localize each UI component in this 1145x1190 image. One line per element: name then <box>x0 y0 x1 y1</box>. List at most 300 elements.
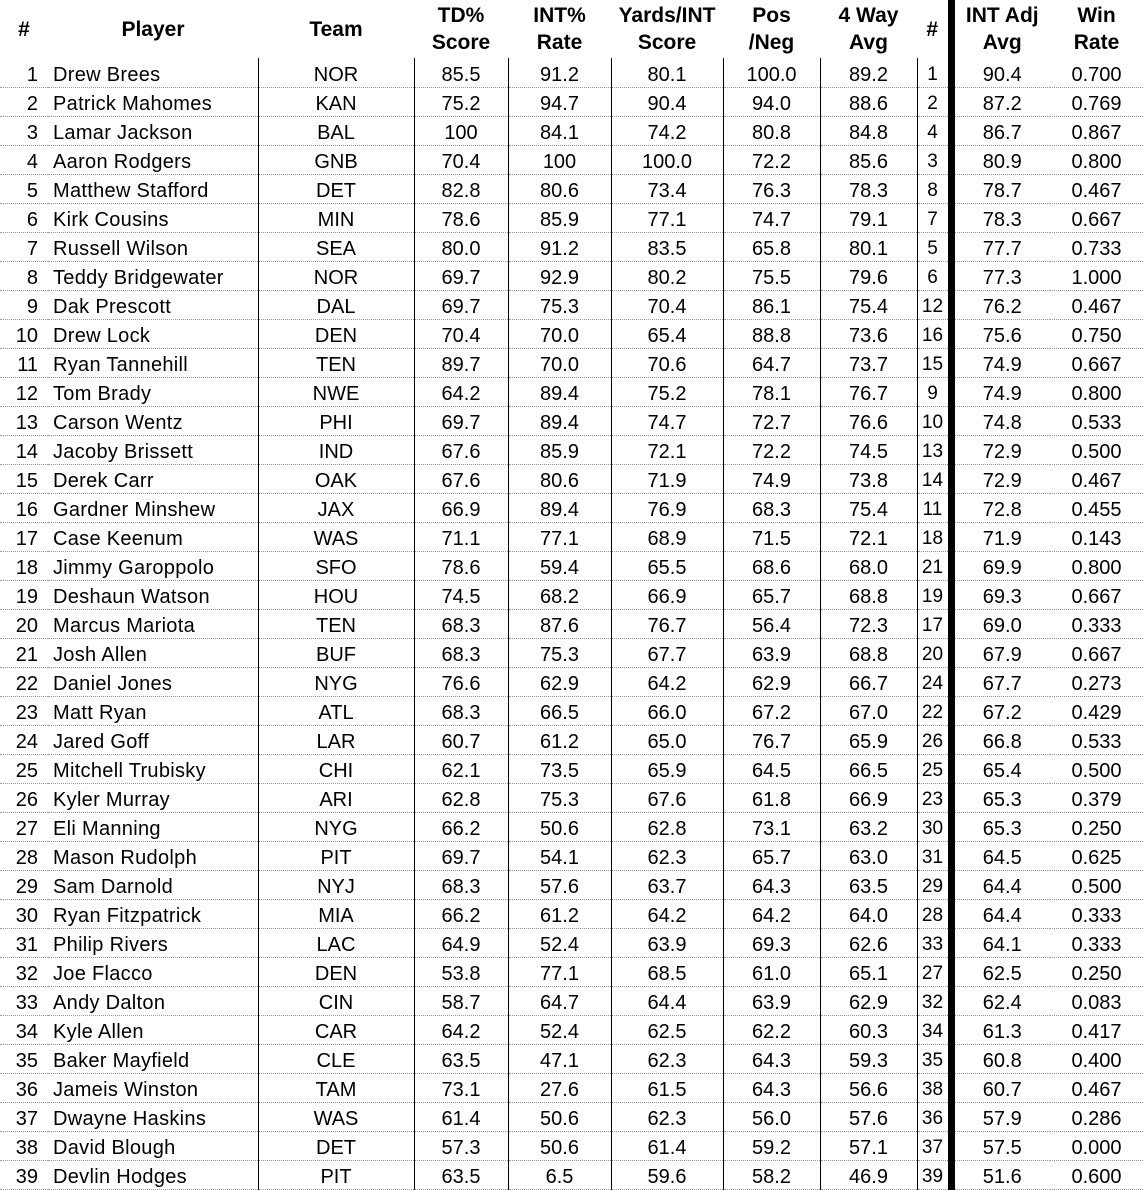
cell-player: Philip Rivers <box>48 928 258 957</box>
cell-rank: 18 <box>0 551 48 580</box>
cell-win-rate: 0.467 <box>1050 290 1143 319</box>
cell-yards-int-score: 62.3 <box>611 1102 723 1131</box>
cell-4way-avg: 66.9 <box>820 783 917 812</box>
table-row <box>0 1015 1143 1044</box>
table-row <box>0 725 1143 754</box>
header-rank-2: # <box>917 0 951 58</box>
cell-pos-neg: 76.3 <box>723 174 820 203</box>
cell-int-rate: 87.6 <box>508 609 611 638</box>
table-row <box>0 435 1143 464</box>
cell-rank-2: 6 <box>917 261 951 290</box>
cell-4way-avg: 84.8 <box>820 116 917 145</box>
cell-4way-avg: 74.5 <box>820 435 917 464</box>
cell-team: SFO <box>258 551 414 580</box>
cell-4way-avg: 65.1 <box>820 957 917 986</box>
cell-pos-neg: 74.9 <box>723 464 820 493</box>
cell-rank: 12 <box>0 377 48 406</box>
cell-4way-avg: 72.3 <box>820 609 917 638</box>
cell-team: NWE <box>258 377 414 406</box>
cell-pos-neg: 64.5 <box>723 754 820 783</box>
cell-rank: 15 <box>0 464 48 493</box>
cell-int-adj-avg: 74.8 <box>951 406 1050 435</box>
cell-4way-avg: 89.2 <box>820 58 917 87</box>
cell-rank-2: 34 <box>917 1015 951 1044</box>
cell-int-rate: 50.6 <box>508 812 611 841</box>
cell-rank: 17 <box>0 522 48 551</box>
cell-player: David Blough <box>48 1131 258 1160</box>
cell-int-adj-avg: 72.9 <box>951 435 1050 464</box>
cell-int-adj-avg: 64.5 <box>951 841 1050 870</box>
cell-int-rate: 75.3 <box>508 783 611 812</box>
cell-rank: 14 <box>0 435 48 464</box>
cell-win-rate: 0.500 <box>1050 754 1143 783</box>
table-row <box>0 841 1143 870</box>
cell-4way-avg: 59.3 <box>820 1044 917 1073</box>
table-row <box>0 174 1143 203</box>
cell-int-rate: 62.9 <box>508 667 611 696</box>
cell-int-rate: 57.6 <box>508 870 611 899</box>
cell-player: Ryan Tannehill <box>48 348 258 377</box>
cell-yards-int-score: 65.4 <box>611 319 723 348</box>
table-row <box>0 377 1143 406</box>
cell-team: MIA <box>258 899 414 928</box>
cell-player: Drew Brees <box>48 58 258 87</box>
table-row <box>0 1131 1143 1160</box>
cell-4way-avg: 60.3 <box>820 1015 917 1044</box>
cell-4way-avg: 68.8 <box>820 580 917 609</box>
cell-td-score: 68.3 <box>414 696 508 725</box>
cell-player: Patrick Mahomes <box>48 87 258 116</box>
cell-rank: 3 <box>0 116 48 145</box>
cell-win-rate: 0.333 <box>1050 899 1143 928</box>
cell-win-rate: 0.800 <box>1050 145 1143 174</box>
cell-rank: 37 <box>0 1102 48 1131</box>
cell-td-score: 80.0 <box>414 232 508 261</box>
cell-player: Derek Carr <box>48 464 258 493</box>
cell-rank-2: 38 <box>917 1073 951 1102</box>
cell-rank-2: 1 <box>917 58 951 87</box>
cell-rank-2: 14 <box>917 464 951 493</box>
header-win-rate: Win Rate <box>1073 4 1120 54</box>
cell-yards-int-score: 76.9 <box>611 493 723 522</box>
cell-player: Gardner Minshew <box>48 493 258 522</box>
cell-team: CLE <box>258 1044 414 1073</box>
cell-4way-avg: 75.4 <box>820 493 917 522</box>
cell-rank-2: 19 <box>917 580 951 609</box>
cell-win-rate: 0.750 <box>1050 319 1143 348</box>
cell-int-rate: 54.1 <box>508 841 611 870</box>
cell-int-rate: 64.7 <box>508 986 611 1015</box>
cell-td-score: 53.8 <box>414 957 508 986</box>
cell-win-rate: 0.417 <box>1050 1015 1143 1044</box>
cell-win-rate: 0.250 <box>1050 812 1143 841</box>
cell-rank: 19 <box>0 580 48 609</box>
cell-int-rate: 47.1 <box>508 1044 611 1073</box>
cell-td-score: 69.7 <box>414 841 508 870</box>
cell-int-adj-avg: 61.3 <box>951 1015 1050 1044</box>
table-row <box>0 203 1143 232</box>
cell-pos-neg: 62.9 <box>723 667 820 696</box>
cell-yards-int-score: 73.4 <box>611 174 723 203</box>
cell-rank-2: 5 <box>917 232 951 261</box>
cell-int-adj-avg: 78.3 <box>951 203 1050 232</box>
table-row <box>0 783 1143 812</box>
cell-rank: 9 <box>0 290 48 319</box>
cell-4way-avg: 78.3 <box>820 174 917 203</box>
cell-yards-int-score: 74.2 <box>611 116 723 145</box>
cell-pos-neg: 65.8 <box>723 232 820 261</box>
cell-rank-2: 13 <box>917 435 951 464</box>
cell-int-rate: 50.6 <box>508 1102 611 1131</box>
cell-team: BUF <box>258 638 414 667</box>
cell-pos-neg: 64.2 <box>723 899 820 928</box>
cell-int-adj-avg: 74.9 <box>951 377 1050 406</box>
cell-rank: 4 <box>0 145 48 174</box>
cell-rank-2: 39 <box>917 1160 951 1189</box>
cell-yards-int-score: 67.7 <box>611 638 723 667</box>
cell-rank: 33 <box>0 986 48 1015</box>
cell-int-rate: 61.2 <box>508 899 611 928</box>
cell-int-rate: 61.2 <box>508 725 611 754</box>
cell-rank: 35 <box>0 1044 48 1073</box>
cell-rank: 25 <box>0 754 48 783</box>
cell-win-rate: 0.455 <box>1050 493 1143 522</box>
cell-win-rate: 0.800 <box>1050 551 1143 580</box>
cell-yards-int-score: 80.2 <box>611 261 723 290</box>
cell-win-rate: 0.625 <box>1050 841 1143 870</box>
cell-yards-int-score: 71.9 <box>611 464 723 493</box>
cell-rank: 22 <box>0 667 48 696</box>
cell-int-rate: 92.9 <box>508 261 611 290</box>
cell-team: GNB <box>258 145 414 174</box>
table-row <box>0 986 1143 1015</box>
cell-td-score: 66.2 <box>414 899 508 928</box>
cell-yards-int-score: 70.6 <box>611 348 723 377</box>
cell-yards-int-score: 62.3 <box>611 1044 723 1073</box>
cell-td-score: 68.3 <box>414 638 508 667</box>
table-row <box>0 290 1143 319</box>
cell-4way-avg: 68.8 <box>820 638 917 667</box>
cell-team: DAL <box>258 290 414 319</box>
header-td-score: TD% Score <box>431 4 491 54</box>
cell-int-rate: 94.7 <box>508 87 611 116</box>
cell-rank: 27 <box>0 812 48 841</box>
table-row <box>0 754 1143 783</box>
cell-td-score: 78.6 <box>414 203 508 232</box>
cell-rank-2: 33 <box>917 928 951 957</box>
cell-win-rate: 0.143 <box>1050 522 1143 551</box>
cell-int-adj-avg: 71.9 <box>951 522 1050 551</box>
cell-int-rate: 80.6 <box>508 464 611 493</box>
cell-player: Daniel Jones <box>48 667 258 696</box>
header-player: Player <box>121 17 185 41</box>
cell-int-rate: 50.6 <box>508 1131 611 1160</box>
cell-4way-avg: 57.1 <box>820 1131 917 1160</box>
cell-4way-avg: 57.6 <box>820 1102 917 1131</box>
cell-team: ARI <box>258 783 414 812</box>
cell-team: LAR <box>258 725 414 754</box>
cell-4way-avg: 62.6 <box>820 928 917 957</box>
header-yards-int-score: Yards/INT Score <box>618 4 716 54</box>
cell-team: WAS <box>258 1102 414 1131</box>
cell-yards-int-score: 76.7 <box>611 609 723 638</box>
cell-player: Tom Brady <box>48 377 258 406</box>
cell-team: IND <box>258 435 414 464</box>
cell-win-rate: 0.667 <box>1050 580 1143 609</box>
cell-player: Lamar Jackson <box>48 116 258 145</box>
cell-yards-int-score: 100.0 <box>611 145 723 174</box>
cell-int-rate: 89.4 <box>508 493 611 522</box>
cell-int-rate: 68.2 <box>508 580 611 609</box>
cell-pos-neg: 65.7 <box>723 841 820 870</box>
table-row <box>0 348 1143 377</box>
cell-yards-int-score: 80.1 <box>611 58 723 87</box>
cell-4way-avg: 62.9 <box>820 986 917 1015</box>
cell-yards-int-score: 68.5 <box>611 957 723 986</box>
cell-win-rate: 0.273 <box>1050 667 1143 696</box>
cell-team: CIN <box>258 986 414 1015</box>
header-team: Team <box>309 17 363 41</box>
cell-int-rate: 6.5 <box>508 1160 611 1189</box>
table-row <box>0 87 1143 116</box>
table-row <box>0 1073 1143 1102</box>
cell-rank-2: 24 <box>917 667 951 696</box>
cell-yards-int-score: 65.9 <box>611 754 723 783</box>
cell-yards-int-score: 64.4 <box>611 986 723 1015</box>
cell-int-adj-avg: 64.4 <box>951 870 1050 899</box>
table-row <box>0 638 1143 667</box>
cell-rank-2: 20 <box>917 638 951 667</box>
cell-rank-2: 7 <box>917 203 951 232</box>
cell-rank: 13 <box>0 406 48 435</box>
cell-player: Kyler Murray <box>48 783 258 812</box>
cell-player: Jacoby Brissett <box>48 435 258 464</box>
cell-pos-neg: 88.8 <box>723 319 820 348</box>
cell-team: JAX <box>258 493 414 522</box>
cell-team: PIT <box>258 1160 414 1189</box>
cell-win-rate: 0.286 <box>1050 1102 1143 1131</box>
cell-win-rate: 0.000 <box>1050 1131 1143 1160</box>
cell-yards-int-score: 63.7 <box>611 870 723 899</box>
cell-td-score: 68.3 <box>414 609 508 638</box>
cell-int-adj-avg: 76.2 <box>951 290 1050 319</box>
cell-rank-2: 21 <box>917 551 951 580</box>
cell-pos-neg: 68.3 <box>723 493 820 522</box>
cell-team: NYG <box>258 812 414 841</box>
cell-player: Aaron Rodgers <box>48 145 258 174</box>
cell-td-score: 60.7 <box>414 725 508 754</box>
cell-yards-int-score: 75.2 <box>611 377 723 406</box>
cell-rank-2: 22 <box>917 696 951 725</box>
cell-int-rate: 52.4 <box>508 928 611 957</box>
cell-team: PHI <box>258 406 414 435</box>
cell-rank: 24 <box>0 725 48 754</box>
cell-yards-int-score: 77.1 <box>611 203 723 232</box>
cell-int-adj-avg: 72.9 <box>951 464 1050 493</box>
cell-td-score: 67.6 <box>414 435 508 464</box>
cell-win-rate: 0.333 <box>1050 928 1143 957</box>
cell-win-rate: 1.000 <box>1050 261 1143 290</box>
table-row <box>0 493 1143 522</box>
header-pos-neg: Pos /Neg <box>748 4 795 54</box>
cell-rank-2: 25 <box>917 754 951 783</box>
cell-rank: 31 <box>0 928 48 957</box>
cell-td-score: 69.7 <box>414 406 508 435</box>
cell-win-rate: 0.667 <box>1050 203 1143 232</box>
cell-player: Dwayne Haskins <box>48 1102 258 1131</box>
table-row <box>0 1160 1143 1189</box>
cell-4way-avg: 66.7 <box>820 667 917 696</box>
cell-td-score: 76.6 <box>414 667 508 696</box>
cell-int-rate: 77.1 <box>508 957 611 986</box>
cell-4way-avg: 63.0 <box>820 841 917 870</box>
cell-rank: 5 <box>0 174 48 203</box>
cell-team: KAN <box>258 87 414 116</box>
cell-team: NYG <box>258 667 414 696</box>
cell-int-rate: 89.4 <box>508 406 611 435</box>
cell-rank: 11 <box>0 348 48 377</box>
table-row <box>0 464 1143 493</box>
table-row <box>0 319 1143 348</box>
cell-player: Devlin Hodges <box>48 1160 258 1189</box>
cell-int-adj-avg: 67.2 <box>951 696 1050 725</box>
cell-rank-2: 28 <box>917 899 951 928</box>
cell-win-rate: 0.533 <box>1050 406 1143 435</box>
cell-pos-neg: 69.3 <box>723 928 820 957</box>
cell-team: TEN <box>258 348 414 377</box>
cell-int-rate: 89.4 <box>508 377 611 406</box>
cell-int-adj-avg: 62.4 <box>951 986 1050 1015</box>
cell-win-rate: 0.379 <box>1050 783 1143 812</box>
cell-int-rate: 59.4 <box>508 551 611 580</box>
cell-rank: 16 <box>0 493 48 522</box>
cell-int-adj-avg: 66.8 <box>951 725 1050 754</box>
cell-team: CHI <box>258 754 414 783</box>
cell-rank-2: 29 <box>917 870 951 899</box>
header-row <box>0 0 1143 58</box>
cell-4way-avg: 63.2 <box>820 812 917 841</box>
cell-rank-2: 3 <box>917 145 951 174</box>
cell-td-score: 58.7 <box>414 986 508 1015</box>
cell-int-adj-avg: 57.9 <box>951 1102 1050 1131</box>
cell-team: DET <box>258 174 414 203</box>
cell-rank-2: 26 <box>917 725 951 754</box>
cell-yards-int-score: 74.7 <box>611 406 723 435</box>
table-row <box>0 899 1143 928</box>
cell-win-rate: 0.800 <box>1050 377 1143 406</box>
cell-int-adj-avg: 69.0 <box>951 609 1050 638</box>
cell-int-rate: 66.5 <box>508 696 611 725</box>
header-int-rate: INT% Rate <box>533 4 586 54</box>
cell-pos-neg: 80.8 <box>723 116 820 145</box>
cell-rank: 2 <box>0 87 48 116</box>
cell-int-rate: 80.6 <box>508 174 611 203</box>
cell-team: PIT <box>258 841 414 870</box>
cell-td-score: 67.6 <box>414 464 508 493</box>
cell-int-rate: 91.2 <box>508 58 611 87</box>
table-row <box>0 957 1143 986</box>
cell-4way-avg: 76.7 <box>820 377 917 406</box>
cell-td-score: 70.4 <box>414 319 508 348</box>
cell-rank-2: 16 <box>917 319 951 348</box>
header-int-adj-avg: INT Adj Avg <box>965 4 1039 54</box>
cell-4way-avg: 65.9 <box>820 725 917 754</box>
cell-yards-int-score: 59.6 <box>611 1160 723 1189</box>
cell-team: WAS <box>258 522 414 551</box>
cell-yards-int-score: 62.3 <box>611 841 723 870</box>
cell-player: Jimmy Garoppolo <box>48 551 258 580</box>
cell-yards-int-score: 83.5 <box>611 232 723 261</box>
cell-player: Josh Allen <box>48 638 258 667</box>
cell-int-rate: 70.0 <box>508 319 611 348</box>
cell-td-score: 62.8 <box>414 783 508 812</box>
cell-yards-int-score: 64.2 <box>611 899 723 928</box>
table-row <box>0 261 1143 290</box>
cell-pos-neg: 72.2 <box>723 435 820 464</box>
cell-int-adj-avg: 80.9 <box>951 145 1050 174</box>
table-row <box>0 145 1143 174</box>
cell-rank: 30 <box>0 899 48 928</box>
cell-win-rate: 0.083 <box>1050 986 1143 1015</box>
cell-4way-avg: 73.6 <box>820 319 917 348</box>
cell-win-rate: 0.500 <box>1050 435 1143 464</box>
cell-team: DET <box>258 1131 414 1160</box>
cell-player: Matthew Stafford <box>48 174 258 203</box>
cell-team: HOU <box>258 580 414 609</box>
cell-team: CAR <box>258 1015 414 1044</box>
cell-td-score: 82.8 <box>414 174 508 203</box>
cell-pos-neg: 65.7 <box>723 580 820 609</box>
cell-4way-avg: 76.6 <box>820 406 917 435</box>
cell-team: NOR <box>258 261 414 290</box>
cell-player: Joe Flacco <box>48 957 258 986</box>
cell-4way-avg: 67.0 <box>820 696 917 725</box>
cell-pos-neg: 61.8 <box>723 783 820 812</box>
cell-yards-int-score: 66.0 <box>611 696 723 725</box>
cell-rank: 7 <box>0 232 48 261</box>
cell-int-rate: 70.0 <box>508 348 611 377</box>
cell-4way-avg: 75.4 <box>820 290 917 319</box>
table-row <box>0 232 1143 261</box>
cell-rank-2: 17 <box>917 609 951 638</box>
cell-pos-neg: 94.0 <box>723 87 820 116</box>
cell-win-rate: 0.867 <box>1050 116 1143 145</box>
cell-int-adj-avg: 60.7 <box>951 1073 1050 1102</box>
table-row <box>0 696 1143 725</box>
cell-pos-neg: 62.2 <box>723 1015 820 1044</box>
cell-player: Mason Rudolph <box>48 841 258 870</box>
cell-rank-2: 4 <box>917 116 951 145</box>
table-row <box>0 609 1143 638</box>
cell-4way-avg: 63.5 <box>820 870 917 899</box>
cell-pos-neg: 71.5 <box>723 522 820 551</box>
cell-win-rate: 0.467 <box>1050 464 1143 493</box>
cell-td-score: 70.4 <box>414 145 508 174</box>
cell-td-score: 89.7 <box>414 348 508 377</box>
cell-int-adj-avg: 86.7 <box>951 116 1050 145</box>
cell-pos-neg: 74.7 <box>723 203 820 232</box>
cell-rank-2: 30 <box>917 812 951 841</box>
cell-pos-neg: 64.3 <box>723 870 820 899</box>
table-row <box>0 580 1143 609</box>
cell-td-score: 63.5 <box>414 1160 508 1189</box>
cell-player: Matt Ryan <box>48 696 258 725</box>
cell-pos-neg: 56.4 <box>723 609 820 638</box>
cell-yards-int-score: 61.5 <box>611 1073 723 1102</box>
cell-td-score: 63.5 <box>414 1044 508 1073</box>
cell-rank: 1 <box>0 58 48 87</box>
cell-td-score: 100 <box>414 116 508 145</box>
